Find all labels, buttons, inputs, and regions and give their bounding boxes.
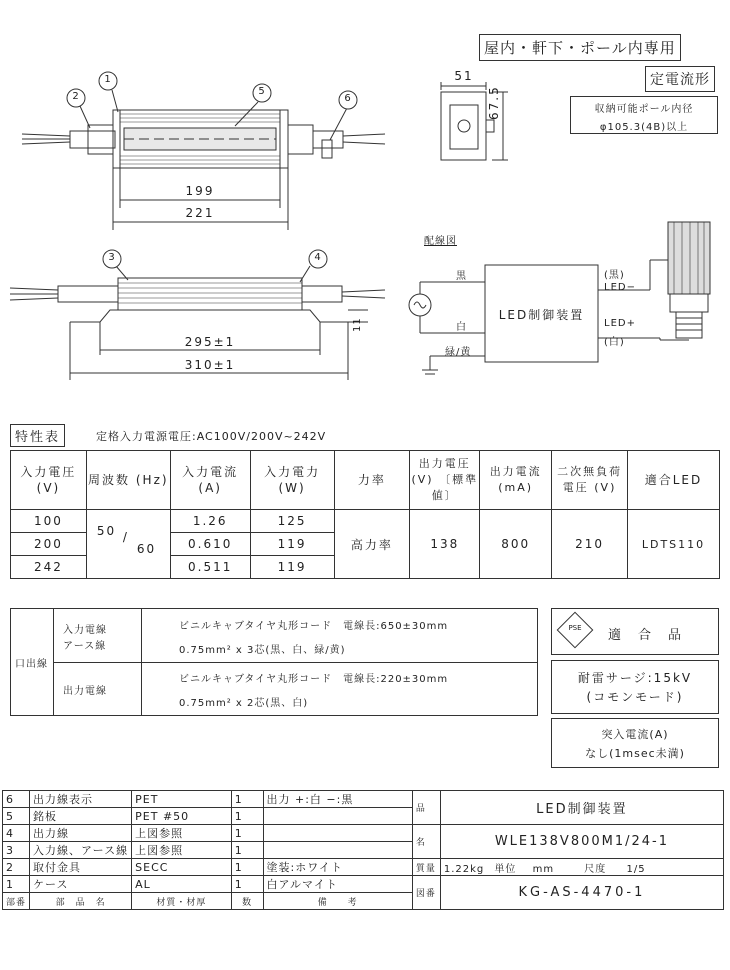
out-current-value: 800: [480, 510, 552, 579]
pole-diameter-value: φ105.3(4B)以上: [599, 122, 689, 133]
part-material: 上図参照: [132, 825, 232, 842]
freq-b: 60: [136, 542, 157, 556]
part-qty: 1: [231, 808, 263, 825]
input-wire-desc-2: 0.75mm² x 3芯(黒、白、緑/黄): [179, 645, 346, 656]
callout-6: 6: [344, 93, 352, 104]
footer-name: 部 品 名: [30, 893, 132, 910]
wiring-device-label: LED制御装置: [498, 308, 585, 322]
label-drawing-no: 図番: [412, 876, 440, 910]
row-current: 0.511: [170, 556, 250, 579]
hdr-in-power: 入力電力 (W): [250, 451, 334, 510]
dim-top-outer: 221: [185, 206, 215, 220]
part-no: 1: [3, 876, 30, 893]
part-name: 取付金具: [30, 859, 132, 876]
part-name: 銘板: [30, 808, 132, 825]
dim-bottom-outer: 310±1: [184, 358, 236, 372]
part-material: AL: [132, 876, 232, 893]
inrush-badge: [551, 718, 719, 768]
pse-mark-text: PSE: [568, 624, 582, 632]
model-number: WLE138V800M1/24-1: [440, 825, 723, 859]
row-power: 125: [250, 510, 334, 533]
row-power: 119: [250, 556, 334, 579]
pse-text: 適 合 品: [608, 628, 684, 643]
out-minus-label: LED−: [604, 282, 636, 293]
wiring-title: 配線図: [424, 236, 457, 247]
part-name: 出力線表示: [30, 791, 132, 808]
out-white-label: (白): [604, 337, 625, 348]
surge-rating: 耐雷サージ:15kV: [577, 671, 693, 685]
row-voltage: 100: [11, 510, 87, 533]
earth-wire-label: アース線: [63, 641, 107, 652]
weight-row: [440, 859, 723, 876]
dim-bottom-inner: 295±1: [184, 335, 236, 349]
footer-qty: 数: [231, 893, 263, 910]
parts-table: [2, 790, 724, 910]
wires-box: [10, 608, 538, 716]
drawing-number: KG-AS-4470-1: [440, 876, 723, 910]
part-note: [263, 842, 412, 859]
unit-value: mm: [532, 863, 555, 875]
dim-bottom-height: 11: [352, 317, 363, 332]
part-note: 塗装:ホワイト: [263, 859, 412, 876]
dim-side-height: 67.5: [487, 85, 501, 120]
callout-5: 5: [258, 86, 266, 97]
power-factor-value: 高力率: [334, 510, 410, 579]
row-power: 119: [250, 533, 334, 556]
freq-slash: /: [122, 530, 129, 544]
hdr-in-current: 入力電流 (A): [170, 451, 250, 510]
footer-note: 備 考: [263, 893, 412, 910]
hdr-secondary-voltage: 二次無負荷 電圧 (V): [552, 451, 628, 510]
hdr-power-factor: 力率: [334, 451, 410, 510]
part-no: 5: [3, 808, 30, 825]
secondary-voltage-value: 210: [552, 510, 628, 579]
part-note: [263, 825, 412, 842]
out-voltage-value: 138: [410, 510, 480, 579]
spec-table: [10, 450, 720, 579]
wire-white-label: 白: [456, 322, 467, 333]
label-unit: 単位: [494, 863, 517, 875]
callout-4: 4: [314, 252, 322, 263]
wires-label: 口出線: [15, 659, 48, 670]
frequency-cell: [86, 510, 170, 579]
part-name: 入力線、アース線: [30, 842, 132, 859]
hdr-out-voltage: 出力電圧 (V) 〔標準値〕: [410, 451, 480, 510]
part-no: 4: [3, 825, 30, 842]
hdr-frequency: 周波数 (Hz): [86, 451, 170, 510]
part-qty: 1: [231, 842, 263, 859]
callout-1: 1: [104, 74, 112, 85]
surge-badge: [551, 660, 719, 714]
label-product-name: 品: [412, 791, 440, 825]
output-wire-label: 出力電線: [63, 686, 107, 697]
row-current: 1.26: [170, 510, 250, 533]
part-qty: 1: [231, 859, 263, 876]
technical-drawing: [0, 0, 730, 440]
input-wire-desc-1: ビニルキャブタイヤ丸形コード 電線長:650±30mm: [179, 621, 449, 632]
part-material: SECC: [132, 859, 232, 876]
output-wire-desc-2: 0.75mm² x 2芯(黒、白): [179, 698, 309, 709]
part-no: 6: [3, 791, 30, 808]
label-scale: 尺度: [584, 863, 607, 875]
dim-side-width: 51: [454, 69, 474, 83]
part-note: [263, 808, 412, 825]
callout-2: 2: [72, 91, 80, 102]
usage-label: 屋内・軒下・ポール内専用: [479, 34, 681, 61]
product-name: LED制御装置: [440, 791, 723, 825]
freq-a: 50: [96, 524, 117, 538]
pse-badge: [551, 608, 719, 655]
hdr-in-voltage: 入力電圧 (V): [11, 451, 87, 510]
part-note: 出力 +:白 −:黒: [263, 791, 412, 808]
row-current: 0.610: [170, 533, 250, 556]
input-wire-label: 入力電線: [63, 625, 107, 636]
part-material: PET: [132, 791, 232, 808]
part-note: 白アルマイト: [263, 876, 412, 893]
inrush-value: なし(1msec未満): [585, 747, 685, 760]
surge-mode: (コモンモード): [586, 690, 684, 704]
part-qty: 1: [231, 825, 263, 842]
part-qty: 1: [231, 791, 263, 808]
out-plus-label: LED+: [604, 318, 636, 329]
callout-3: 3: [108, 252, 116, 263]
part-name: ケース: [30, 876, 132, 893]
wire-ground-label: 緑/黄: [445, 347, 472, 358]
pole-diameter-title: 収納可能ポール内径: [594, 104, 694, 115]
scale-value: 1/5: [626, 863, 646, 875]
part-no: 2: [3, 859, 30, 876]
hdr-led: 適合LED: [628, 451, 720, 510]
part-no: 3: [3, 842, 30, 859]
row-voltage: 242: [11, 556, 87, 579]
hdr-out-current: 出力電流 (mA): [480, 451, 552, 510]
part-material: 上図参照: [132, 842, 232, 859]
part-qty: 1: [231, 876, 263, 893]
led-value: LDTS110: [628, 510, 720, 579]
footer-material: 材質・材厚: [132, 893, 232, 910]
row-voltage: 200: [11, 533, 87, 556]
label-product-name-2: 名: [412, 825, 440, 859]
weight-value: 1.22kg: [443, 863, 485, 875]
spec-title: 特性表: [10, 424, 65, 447]
label-weight: 質量: [412, 859, 440, 876]
current-type-label: 定電流形: [645, 66, 715, 92]
part-material: PET #50: [132, 808, 232, 825]
footer-no: 部番: [3, 893, 30, 910]
rated-voltage: 定格入力電源電圧:AC100V/200V~242V: [96, 430, 327, 443]
wire-black-label: 黒: [456, 271, 467, 282]
inrush-title: 突入電流(A): [601, 728, 669, 741]
out-black-label: (黒): [604, 270, 625, 281]
part-name: 出力線: [30, 825, 132, 842]
output-wire-desc-1: ビニルキャブタイヤ丸形コード 電線長:220±30mm: [179, 674, 449, 685]
dim-top-inner: 199: [185, 184, 215, 198]
